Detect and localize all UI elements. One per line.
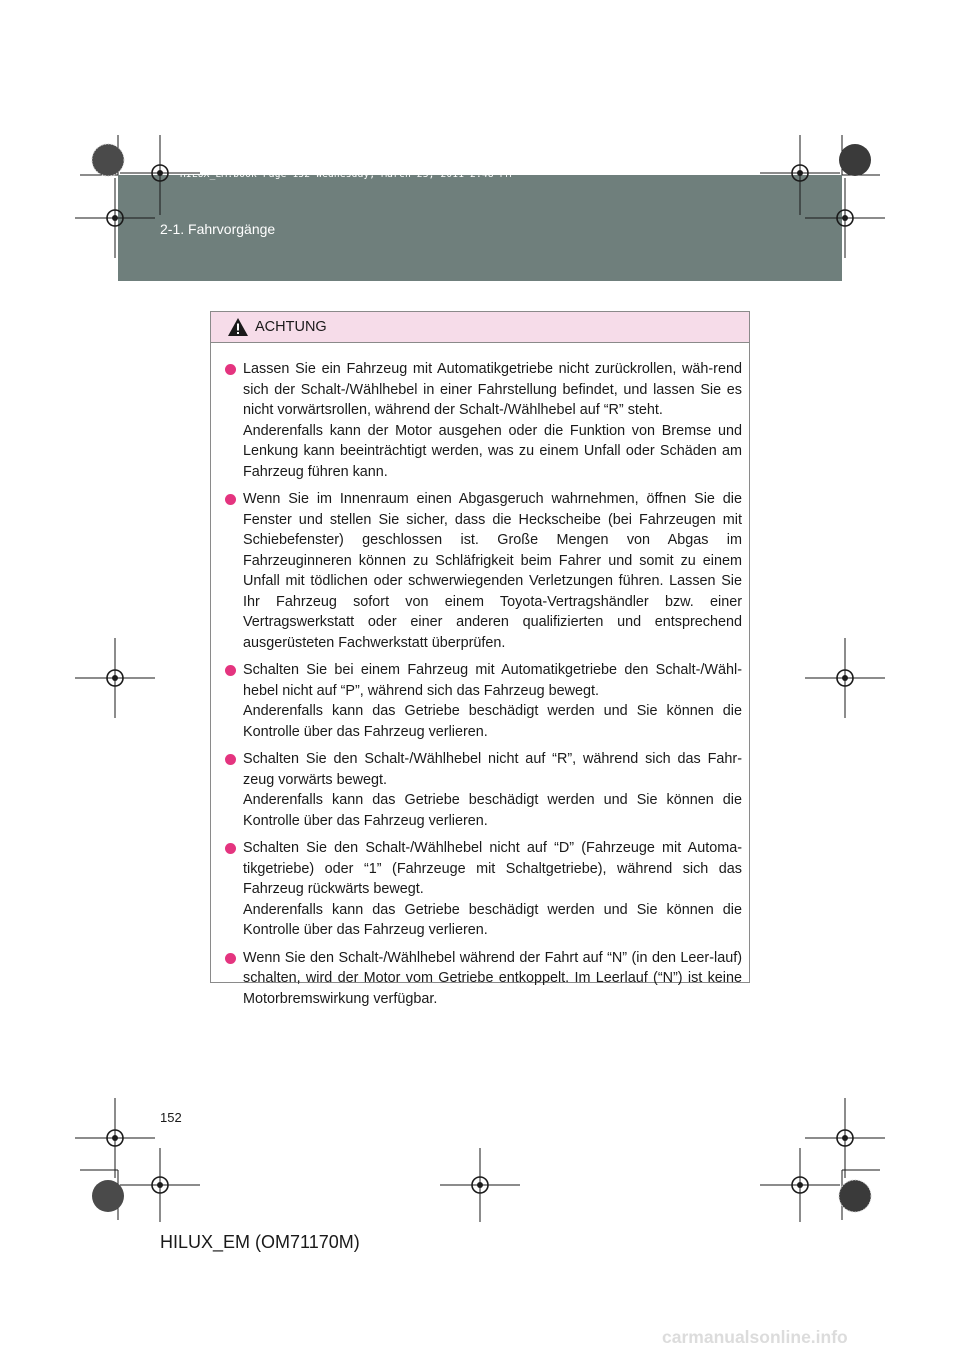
warning-text: Anderenfalls kann das Getriebe beschädigt werden und Sie können die Kontrolle über das Fahrzeug verlieren. <box>243 703 742 740</box>
warning-list <box>211 343 749 1009</box>
warning-text: Anderenfalls kann das Getriebe beschädigt werden und Sie können die Kontrolle über das Fahrzeug verlieren. <box>243 792 742 829</box>
bullet-icon <box>225 843 236 854</box>
book-stamp: HILUX_EM.book Page 152 Wednesday, March 23, 2011 2:48 PM <box>180 169 512 180</box>
warning-triangle-icon <box>227 317 249 337</box>
section-title: 2-1. Fahrvorgänge <box>160 221 276 237</box>
warning-item <box>224 749 742 831</box>
warning-text: Anderenfalls kann der Motor ausgehen oder die Funktion von Bremse und Lenkung kann beeinträchtigt werden, was zu einem Unfall oder Schäden am Fahrzeug führen kann. <box>243 422 742 480</box>
warning-text: Schalten Sie bei einem Fahrzeug mit Automatikgetriebe den Schalt-/Wähl-hebel nicht auf “P”, während sich das Fahrzeug bewegt. <box>243 662 742 699</box>
warning-title: ACHTUNG <box>255 319 327 335</box>
bullet-icon <box>225 754 236 765</box>
warning-text: Wenn Sie den Schalt-/Wählhebel während der Fahrt auf “N” (in den Leer-lauf) schalten, wird der Motor vom Getriebe entkoppelt. Im Leerlauf (“N”) ist keine Motorbremswirkung verfügbar. <box>243 949 742 1007</box>
warning-text: Schalten Sie den Schalt-/Wählhebel nicht auf “D” (Fahrzeuge mit Automa-tikgetriebe) oder “1” (Fahrzeuge mit Schaltgetriebe), während sich das Fahrzeug rückwärts bewegt. <box>243 840 742 897</box>
warning-text: Schalten Sie den Schalt-/Wählhebel nicht auf “R”, während sich das Fahr-zeug vorwärts bewegt. <box>243 751 742 788</box>
warning-header <box>211 312 749 343</box>
warning-text: Wenn Sie im Innenraum einen Abgasgeruch wahrnehmen, öffnen Sie die Fenster und stellen Sie sicher, dass die Heckscheibe (bei Fahrzeugen mit Schiebefenster) geschlossen ist. Große Mengen von Abgas im Fahrzeuginneren können zu Schläfrigkeit beim Fahrer und somit zu einem Unfall mit tödlichen oder schwerwiegenden Verletzungen führen. Lassen Sie Ihr Fahrzeug sofort von einem Toyota-Vertragshändler bzw. einer Vertragswerkstatt oder einer anderen qualifizierten und entsprechend ausgerüsteten Fachwerkstatt überprüfen. <box>243 491 742 651</box>
bullet-icon <box>225 953 236 964</box>
manual-code: HILUX_EM (OM71170M) <box>160 1232 360 1252</box>
bullet-icon <box>225 665 236 676</box>
page-number: 152 <box>160 1110 182 1125</box>
warning-text: Lassen Sie ein Fahrzeug mit Automatikgetriebe nicht zurückrollen, wäh-rend sich der Schalt-/Wählhebel in einer Fahrstellung befindet, und lassen Sie es nicht vorwärtsrollen, während der Schalt-/Wählhebel auf “R” steht. <box>243 361 742 418</box>
warning-item <box>224 359 742 482</box>
warning-item <box>224 489 742 653</box>
warning-item <box>224 838 742 941</box>
warning-text: Anderenfalls kann das Getriebe beschädigt werden und Sie können die Kontrolle über das Fahrzeug verlieren. <box>243 901 742 938</box>
warning-item <box>224 660 742 742</box>
warning-item <box>224 948 742 1010</box>
watermark: carmanualsonline.info <box>662 1327 848 1347</box>
warning-box <box>210 311 750 1007</box>
bullet-icon <box>225 494 236 505</box>
bullet-icon <box>225 364 236 375</box>
